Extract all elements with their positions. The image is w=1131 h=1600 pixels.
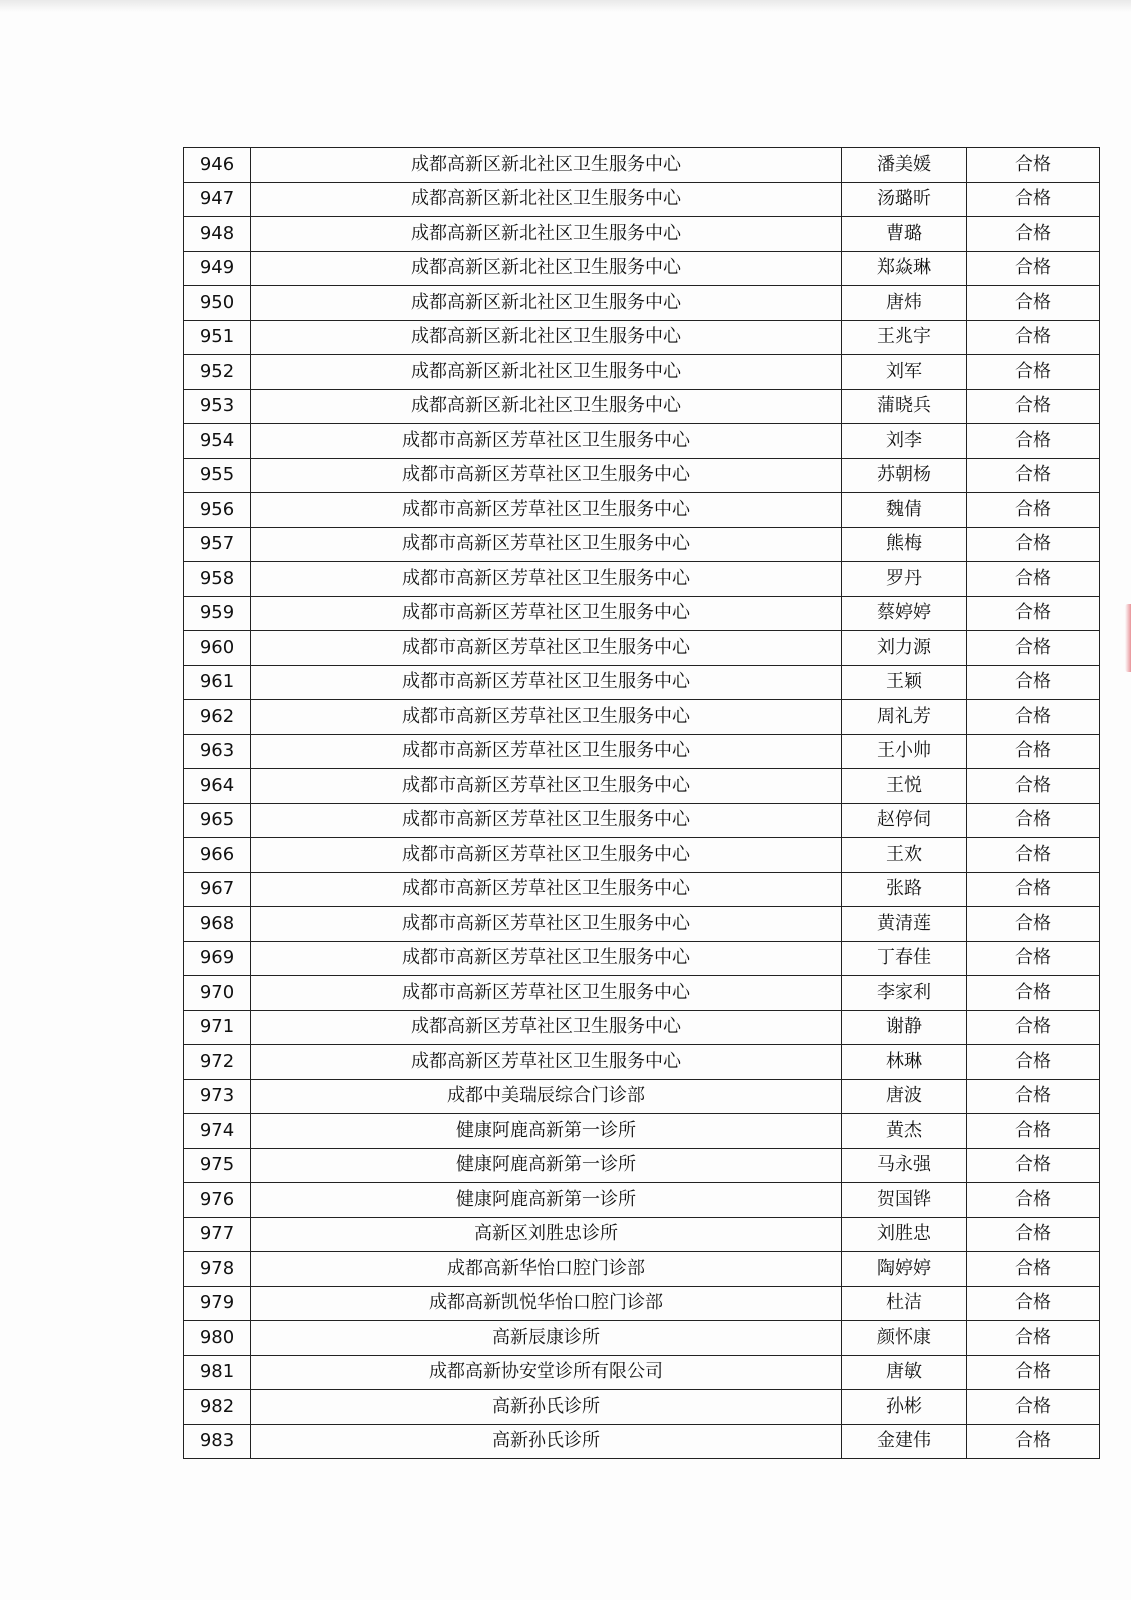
- row-number-cell: 981: [184, 1355, 251, 1390]
- person-name-cell: 郑焱琳: [842, 251, 967, 286]
- institution-cell: 成都市高新区芳草社区卫生服务中心: [251, 941, 842, 976]
- table-row: [184, 1321, 1100, 1356]
- table-row: [184, 1148, 1100, 1183]
- result-cell: 合格: [967, 1355, 1100, 1390]
- table-row: [184, 907, 1100, 942]
- institution-cell: 成都高新区芳草社区卫生服务中心: [251, 1010, 842, 1045]
- row-number-cell: 946: [184, 148, 251, 183]
- institution-cell: 成都市高新区芳草社区卫生服务中心: [251, 493, 842, 528]
- person-name-cell: 王兆宇: [842, 320, 967, 355]
- institution-cell: 成都高新区芳草社区卫生服务中心: [251, 1045, 842, 1080]
- institution-cell: 高新孙氏诊所: [251, 1390, 842, 1425]
- table-row: [184, 1114, 1100, 1149]
- result-cell: 合格: [967, 182, 1100, 217]
- row-number-cell: 965: [184, 803, 251, 838]
- result-cell: 合格: [967, 976, 1100, 1011]
- result-cell: 合格: [967, 355, 1100, 390]
- result-cell: 合格: [967, 286, 1100, 321]
- table-row: [184, 1217, 1100, 1252]
- row-number-cell: 962: [184, 700, 251, 735]
- table-row: [184, 527, 1100, 562]
- person-name-cell: 刘军: [842, 355, 967, 390]
- institution-cell: 成都市高新区芳草社区卫生服务中心: [251, 769, 842, 804]
- result-cell: 合格: [967, 148, 1100, 183]
- result-cell: 合格: [967, 734, 1100, 769]
- institution-cell: 高新辰康诊所: [251, 1321, 842, 1356]
- person-name-cell: 金建伟: [842, 1424, 967, 1459]
- person-name-cell: 林琳: [842, 1045, 967, 1080]
- table-row: [184, 355, 1100, 390]
- result-cell: 合格: [967, 320, 1100, 355]
- person-name-cell: 黄杰: [842, 1114, 967, 1149]
- person-name-cell: 孙彬: [842, 1390, 967, 1425]
- person-name-cell: 汤璐昕: [842, 182, 967, 217]
- table-row: [184, 251, 1100, 286]
- institution-cell: 成都市高新区芳草社区卫生服务中心: [251, 424, 842, 459]
- person-name-cell: 王小帅: [842, 734, 967, 769]
- institution-cell: 健康阿鹿高新第一诊所: [251, 1183, 842, 1218]
- person-name-cell: 罗丹: [842, 562, 967, 597]
- person-name-cell: 王欢: [842, 838, 967, 873]
- table-row: [184, 1010, 1100, 1045]
- result-cell: 合格: [967, 1148, 1100, 1183]
- institution-cell: 成都市高新区芳草社区卫生服务中心: [251, 838, 842, 873]
- table-row: [184, 872, 1100, 907]
- institution-cell: 成都高新区新北社区卫生服务中心: [251, 389, 842, 424]
- table-row: [184, 424, 1100, 459]
- result-cell: 合格: [967, 1252, 1100, 1287]
- result-cell: 合格: [967, 803, 1100, 838]
- row-number-cell: 951: [184, 320, 251, 355]
- result-cell: 合格: [967, 424, 1100, 459]
- person-name-cell: 曹璐: [842, 217, 967, 252]
- person-name-cell: 王颖: [842, 665, 967, 700]
- row-number-cell: 982: [184, 1390, 251, 1425]
- person-name-cell: 刘力源: [842, 631, 967, 666]
- institution-cell: 成都市高新区芳草社区卫生服务中心: [251, 596, 842, 631]
- table-row: [184, 596, 1100, 631]
- row-number-cell: 971: [184, 1010, 251, 1045]
- result-cell: 合格: [967, 217, 1100, 252]
- person-name-cell: 黄清莲: [842, 907, 967, 942]
- result-cell: 合格: [967, 907, 1100, 942]
- results-table-body: [184, 148, 1100, 1459]
- institution-cell: 成都市高新区芳草社区卫生服务中心: [251, 734, 842, 769]
- person-name-cell: 王悦: [842, 769, 967, 804]
- institution-cell: 成都市高新区芳草社区卫生服务中心: [251, 976, 842, 1011]
- result-cell: 合格: [967, 389, 1100, 424]
- result-cell: 合格: [967, 1286, 1100, 1321]
- person-name-cell: 周礼芳: [842, 700, 967, 735]
- row-number-cell: 958: [184, 562, 251, 597]
- institution-cell: 成都中美瑞辰综合门诊部: [251, 1079, 842, 1114]
- result-cell: 合格: [967, 1217, 1100, 1252]
- table-row: [184, 1079, 1100, 1114]
- institution-cell: 成都高新区新北社区卫生服务中心: [251, 182, 842, 217]
- table-row: [184, 389, 1100, 424]
- table-row: [184, 562, 1100, 597]
- table-row: [184, 1424, 1100, 1459]
- institution-cell: 健康阿鹿高新第一诊所: [251, 1114, 842, 1149]
- institution-cell: 成都高新华怡口腔门诊部: [251, 1252, 842, 1287]
- row-number-cell: 979: [184, 1286, 251, 1321]
- person-name-cell: 唐炜: [842, 286, 967, 321]
- person-name-cell: 谢静: [842, 1010, 967, 1045]
- row-number-cell: 970: [184, 976, 251, 1011]
- institution-cell: 成都高新区新北社区卫生服务中心: [251, 320, 842, 355]
- row-number-cell: 956: [184, 493, 251, 528]
- result-cell: 合格: [967, 527, 1100, 562]
- person-name-cell: 张路: [842, 872, 967, 907]
- person-name-cell: 魏倩: [842, 493, 967, 528]
- person-name-cell: 刘胜忠: [842, 1217, 967, 1252]
- institution-cell: 成都高新协安堂诊所有限公司: [251, 1355, 842, 1390]
- table-row: [184, 734, 1100, 769]
- person-name-cell: 丁春佳: [842, 941, 967, 976]
- result-cell: 合格: [967, 251, 1100, 286]
- institution-cell: 成都市高新区芳草社区卫生服务中心: [251, 907, 842, 942]
- institution-cell: 成都市高新区芳草社区卫生服务中心: [251, 631, 842, 666]
- row-number-cell: 948: [184, 217, 251, 252]
- result-cell: 合格: [967, 1045, 1100, 1080]
- person-name-cell: 李家利: [842, 976, 967, 1011]
- row-number-cell: 950: [184, 286, 251, 321]
- row-number-cell: 949: [184, 251, 251, 286]
- row-number-cell: 974: [184, 1114, 251, 1149]
- row-number-cell: 959: [184, 596, 251, 631]
- result-cell: 合格: [967, 596, 1100, 631]
- table-row: [184, 493, 1100, 528]
- table-row: [184, 1286, 1100, 1321]
- result-cell: 合格: [967, 1010, 1100, 1045]
- person-name-cell: 贺国铧: [842, 1183, 967, 1218]
- row-number-cell: 957: [184, 527, 251, 562]
- row-number-cell: 955: [184, 458, 251, 493]
- row-number-cell: 977: [184, 1217, 251, 1252]
- row-number-cell: 975: [184, 1148, 251, 1183]
- table-row: [184, 1183, 1100, 1218]
- row-number-cell: 973: [184, 1079, 251, 1114]
- table-row: [184, 1252, 1100, 1287]
- row-number-cell: 953: [184, 389, 251, 424]
- institution-cell: 健康阿鹿高新第一诊所: [251, 1148, 842, 1183]
- person-name-cell: 马永强: [842, 1148, 967, 1183]
- result-cell: 合格: [967, 872, 1100, 907]
- result-cell: 合格: [967, 1424, 1100, 1459]
- row-number-cell: 963: [184, 734, 251, 769]
- table-row: [184, 769, 1100, 804]
- table-row: [184, 148, 1100, 183]
- result-cell: 合格: [967, 1183, 1100, 1218]
- results-table: [183, 147, 1100, 1459]
- row-number-cell: 954: [184, 424, 251, 459]
- person-name-cell: 唐波: [842, 1079, 967, 1114]
- person-name-cell: 熊梅: [842, 527, 967, 562]
- institution-cell: 高新孙氏诊所: [251, 1424, 842, 1459]
- person-name-cell: 颜怀康: [842, 1321, 967, 1356]
- institution-cell: 成都市高新区芳草社区卫生服务中心: [251, 665, 842, 700]
- row-number-cell: 968: [184, 907, 251, 942]
- scan-shadow: [0, 0, 1131, 12]
- table-row: [184, 631, 1100, 666]
- result-cell: 合格: [967, 562, 1100, 597]
- row-number-cell: 947: [184, 182, 251, 217]
- result-cell: 合格: [967, 493, 1100, 528]
- row-number-cell: 967: [184, 872, 251, 907]
- result-cell: 合格: [967, 458, 1100, 493]
- table-row: [184, 286, 1100, 321]
- result-cell: 合格: [967, 1390, 1100, 1425]
- row-number-cell: 952: [184, 355, 251, 390]
- result-cell: 合格: [967, 1321, 1100, 1356]
- table-row: [184, 320, 1100, 355]
- institution-cell: 成都高新区新北社区卫生服务中心: [251, 355, 842, 390]
- institution-cell: 成都市高新区芳草社区卫生服务中心: [251, 458, 842, 493]
- seal-stamp-edge: [1125, 604, 1131, 672]
- table-row: [184, 941, 1100, 976]
- person-name-cell: 苏朝杨: [842, 458, 967, 493]
- result-cell: 合格: [967, 1114, 1100, 1149]
- row-number-cell: 983: [184, 1424, 251, 1459]
- result-cell: 合格: [967, 1079, 1100, 1114]
- institution-cell: 成都市高新区芳草社区卫生服务中心: [251, 527, 842, 562]
- row-number-cell: 964: [184, 769, 251, 804]
- table-row: [184, 182, 1100, 217]
- row-number-cell: 976: [184, 1183, 251, 1218]
- person-name-cell: 陶婷婷: [842, 1252, 967, 1287]
- result-cell: 合格: [967, 769, 1100, 804]
- table-row: [184, 838, 1100, 873]
- row-number-cell: 980: [184, 1321, 251, 1356]
- row-number-cell: 966: [184, 838, 251, 873]
- institution-cell: 成都高新区新北社区卫生服务中心: [251, 148, 842, 183]
- institution-cell: 成都市高新区芳草社区卫生服务中心: [251, 562, 842, 597]
- person-name-cell: 潘美媛: [842, 148, 967, 183]
- table-row: [184, 458, 1100, 493]
- institution-cell: 成都高新区新北社区卫生服务中心: [251, 251, 842, 286]
- table-row: [184, 217, 1100, 252]
- person-name-cell: 唐敏: [842, 1355, 967, 1390]
- row-number-cell: 960: [184, 631, 251, 666]
- institution-cell: 成都市高新区芳草社区卫生服务中心: [251, 803, 842, 838]
- row-number-cell: 969: [184, 941, 251, 976]
- result-cell: 合格: [967, 700, 1100, 735]
- person-name-cell: 蔡婷婷: [842, 596, 967, 631]
- person-name-cell: 蒲晓兵: [842, 389, 967, 424]
- person-name-cell: 杜洁: [842, 1286, 967, 1321]
- institution-cell: 高新区刘胜忠诊所: [251, 1217, 842, 1252]
- row-number-cell: 961: [184, 665, 251, 700]
- result-cell: 合格: [967, 838, 1100, 873]
- table-row: [184, 665, 1100, 700]
- institution-cell: 成都高新区新北社区卫生服务中心: [251, 217, 842, 252]
- result-cell: 合格: [967, 665, 1100, 700]
- table-row: [184, 976, 1100, 1011]
- table-row: [184, 1045, 1100, 1080]
- institution-cell: 成都市高新区芳草社区卫生服务中心: [251, 700, 842, 735]
- institution-cell: 成都市高新区芳草社区卫生服务中心: [251, 872, 842, 907]
- row-number-cell: 978: [184, 1252, 251, 1287]
- person-name-cell: 刘李: [842, 424, 967, 459]
- table-row: [184, 803, 1100, 838]
- institution-cell: 成都高新凯悦华怡口腔门诊部: [251, 1286, 842, 1321]
- result-cell: 合格: [967, 941, 1100, 976]
- table-row: [184, 1390, 1100, 1425]
- institution-cell: 成都高新区新北社区卫生服务中心: [251, 286, 842, 321]
- table-row: [184, 700, 1100, 735]
- person-name-cell: 赵停伺: [842, 803, 967, 838]
- result-cell: 合格: [967, 631, 1100, 666]
- row-number-cell: 972: [184, 1045, 251, 1080]
- table-row: [184, 1355, 1100, 1390]
